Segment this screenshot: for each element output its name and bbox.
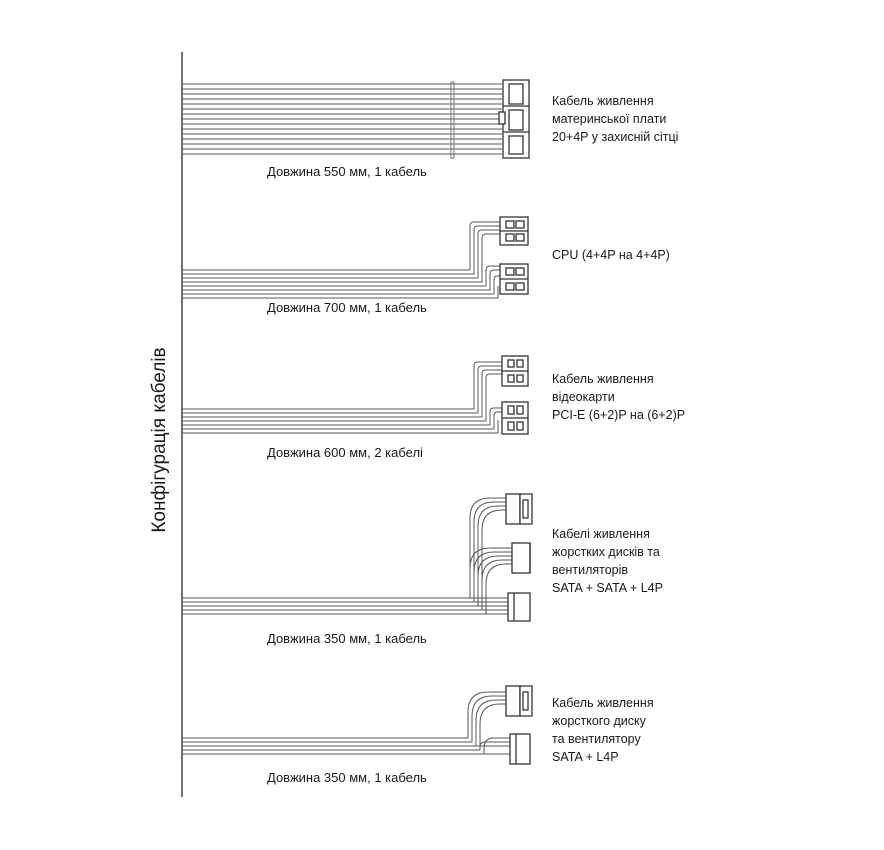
cpu-description (552, 246, 752, 264)
molex-connector (506, 686, 532, 716)
sata-connector-2 (508, 593, 530, 621)
sata-l4p-length-label: Довжина 350 мм, 1 кабель (267, 770, 427, 785)
pcie-branches (474, 362, 502, 433)
atx-length-label: Довжина 550 мм, 1 кабель (267, 164, 427, 179)
atx-connector (499, 80, 529, 158)
description-line: Кабель живлення (552, 94, 654, 108)
description-line: PCI-E (6+2)P на (6+2)P (552, 408, 686, 422)
description-line: жорсткого диску (552, 714, 646, 728)
cpu-wire-bundle (182, 270, 498, 298)
pcie-wire-bundle (182, 409, 498, 433)
pcie-length-label: Довжина 600 мм, 2 кабелі (267, 445, 423, 460)
sata-sata-l4p-length-label: Довжина 350 мм, 1 кабель (267, 631, 427, 646)
sata-l4p-wire-bundle (182, 738, 484, 754)
atx-description (552, 92, 752, 146)
sata-connector (510, 734, 530, 764)
pcie-cable (182, 356, 528, 434)
cpu-connector-bottom (500, 264, 528, 294)
description-line: жорстких дисків та (552, 545, 660, 559)
cpu-connector-top (500, 217, 528, 245)
description-line: SATA + L4P (552, 750, 619, 764)
sata-sata-l4p-wire-bundle (182, 598, 508, 614)
pcie-connector-top (502, 356, 528, 386)
sata-sata-l4p-cable (182, 494, 532, 621)
sata-connector-1 (512, 543, 530, 573)
description-line: SATA + SATA + L4P (552, 581, 663, 595)
molex-connector (506, 494, 532, 524)
sata-l4p-cable (182, 686, 532, 764)
sata-sata-l4p-description (552, 525, 752, 597)
cpu-cable (182, 217, 528, 298)
cpu-branches (470, 222, 500, 298)
description-line: Кабель живлення (552, 696, 654, 710)
atx-cable (182, 80, 529, 158)
description-line: Кабель живлення (552, 372, 654, 386)
cpu-length-label: Довжина 700 мм, 1 кабель (267, 300, 427, 315)
description-line: вентиляторів (552, 563, 629, 577)
sata-l4p-description (552, 694, 752, 766)
description-line: відеокарти (552, 390, 615, 404)
axis-title: Конфігурація кабелів (149, 347, 170, 533)
description-line: 20+4P у захисній сітці (552, 130, 679, 144)
description-line: Кабелі живлення (552, 527, 650, 541)
pcie-description (552, 370, 752, 424)
pcie-connector-bottom (502, 402, 528, 434)
description-line: CPU (4+4P на 4+4P) (552, 248, 670, 262)
sata-l4p-branches (468, 692, 510, 754)
description-line: материнської плати (552, 112, 667, 126)
atx-sleeve-ring (451, 82, 454, 158)
description-line: та вентилятору (552, 732, 641, 746)
